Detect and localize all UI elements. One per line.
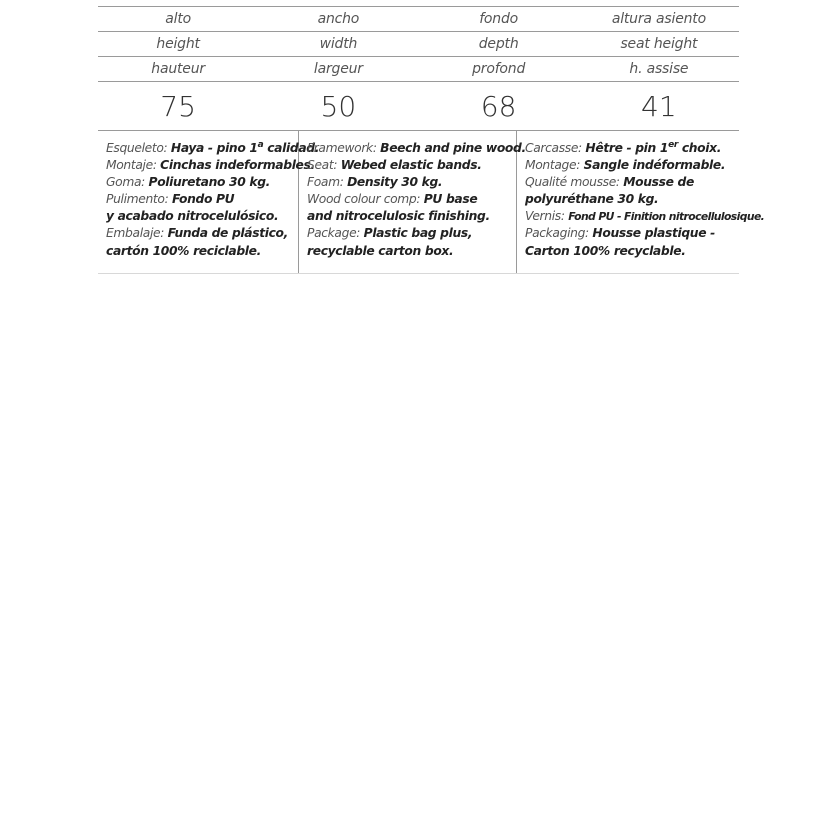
- spec-value: Haya - pino 1$^a$ calidad.: [170, 139, 320, 155]
- spec-label: Pulimento:: [106, 192, 169, 207]
- spec-line: [106, 139, 320, 157]
- spec-value: recyclable carton box.: [307, 243, 454, 258]
- spec-line: [106, 208, 298, 225]
- spec-line: [106, 243, 298, 260]
- spec-value: Webed elastic bands.: [340, 158, 482, 173]
- spec-value: Fondo PU: [171, 192, 235, 207]
- dimension-values-row: [98, 82, 739, 131]
- spec-label: Foam:: [307, 175, 344, 190]
- value-height: 75: [160, 89, 196, 123]
- spec-line: [106, 157, 315, 174]
- spec-label: Wood colour comp:: [307, 192, 421, 207]
- spec-value: Density 30 kg.: [347, 175, 443, 190]
- header-row-french: [98, 56, 739, 82]
- spec-value: y acabado nitrocelulósico.: [106, 209, 279, 224]
- spec-line: [525, 157, 739, 174]
- spec-line: [307, 191, 516, 208]
- spec-value: cartón 100% reciclable.: [106, 243, 261, 258]
- spec-value: Beech and pine wood.: [380, 141, 526, 155]
- spec-value: Housse plastique -: [592, 226, 715, 241]
- header-height-fr: hauteur: [151, 61, 205, 77]
- spec-value: Sangle indéformable.: [583, 158, 726, 173]
- specs-english: [299, 131, 526, 273]
- spec-line: [307, 208, 516, 225]
- header-width-fr: largeur: [313, 61, 363, 77]
- header-seat-height-fr: h. assise: [629, 61, 689, 77]
- header-height-es: alto: [165, 11, 191, 27]
- spec-label: Package:: [307, 226, 361, 241]
- spec-sheet: [98, 6, 765, 274]
- specs-french: [517, 131, 765, 273]
- spec-value: Plastic bag plus,: [363, 226, 473, 241]
- header-row-spanish: [98, 6, 739, 31]
- spec-label: Framework:: [307, 141, 377, 155]
- spec-line: [307, 174, 516, 191]
- spec-value: and nitrocelulosic finishing.: [307, 209, 490, 224]
- spec-line: [525, 243, 739, 260]
- value-seat-height: 41: [641, 89, 677, 123]
- header-seat-height-en: seat height: [620, 36, 698, 52]
- spec-line: [525, 140, 739, 157]
- header-depth-en: depth: [478, 36, 519, 52]
- spec-label: Goma:: [106, 175, 145, 190]
- specs-spanish: [98, 131, 320, 273]
- spec-value: Funda de plástico,: [167, 226, 288, 241]
- spec-line: [307, 140, 526, 157]
- spec-value: Mousse de: [623, 175, 694, 190]
- spec-line: [106, 225, 298, 242]
- header-depth-es: fondo: [479, 11, 519, 27]
- header-width-es: ancho: [317, 11, 360, 27]
- header-row-english: [98, 31, 739, 56]
- spec-line: [106, 174, 298, 191]
- spec-value: Cinchas indeformables.: [160, 158, 315, 173]
- spec-line: [525, 208, 765, 225]
- spec-value: PU base: [423, 192, 478, 207]
- spec-line: [525, 174, 739, 191]
- spec-label: Qualité mousse:: [525, 175, 620, 190]
- spec-label: Esqueleto:: [106, 141, 168, 155]
- spec-label: Embalaje:: [106, 226, 165, 241]
- header-width-en: width: [319, 36, 358, 52]
- header-height-en: height: [156, 36, 200, 52]
- spec-value: Hêtre - pin 1er choix.: [585, 139, 722, 155]
- spec-label: Montage:: [525, 158, 580, 173]
- spec-label: Seat:: [307, 158, 338, 173]
- spec-label: Packaging:: [525, 226, 589, 241]
- spec-line: [525, 191, 739, 208]
- spec-label: Carcasse:: [525, 141, 582, 155]
- spec-label: Montaje:: [106, 158, 157, 173]
- header-depth-fr: profond: [472, 61, 526, 77]
- spec-value: Carton 100% recyclable.: [525, 243, 686, 258]
- spec-line: [525, 225, 739, 242]
- specifications-section: [98, 131, 765, 274]
- spec-line: [106, 191, 298, 208]
- spec-value: polyuréthane 30 kg.: [525, 192, 659, 207]
- spec-line: [307, 243, 516, 260]
- spec-value: Poliuretano 30 kg.: [148, 175, 270, 190]
- spec-line: [307, 157, 516, 174]
- value-depth: 68: [480, 89, 517, 123]
- spec-label: Vernis:: [525, 209, 565, 224]
- spec-value: Fond PU - Finition nitrocellulosique.: [568, 210, 765, 224]
- value-width: 50: [320, 89, 357, 123]
- spec-line: [307, 225, 516, 242]
- header-seat-height-es: altura asiento: [611, 11, 706, 27]
